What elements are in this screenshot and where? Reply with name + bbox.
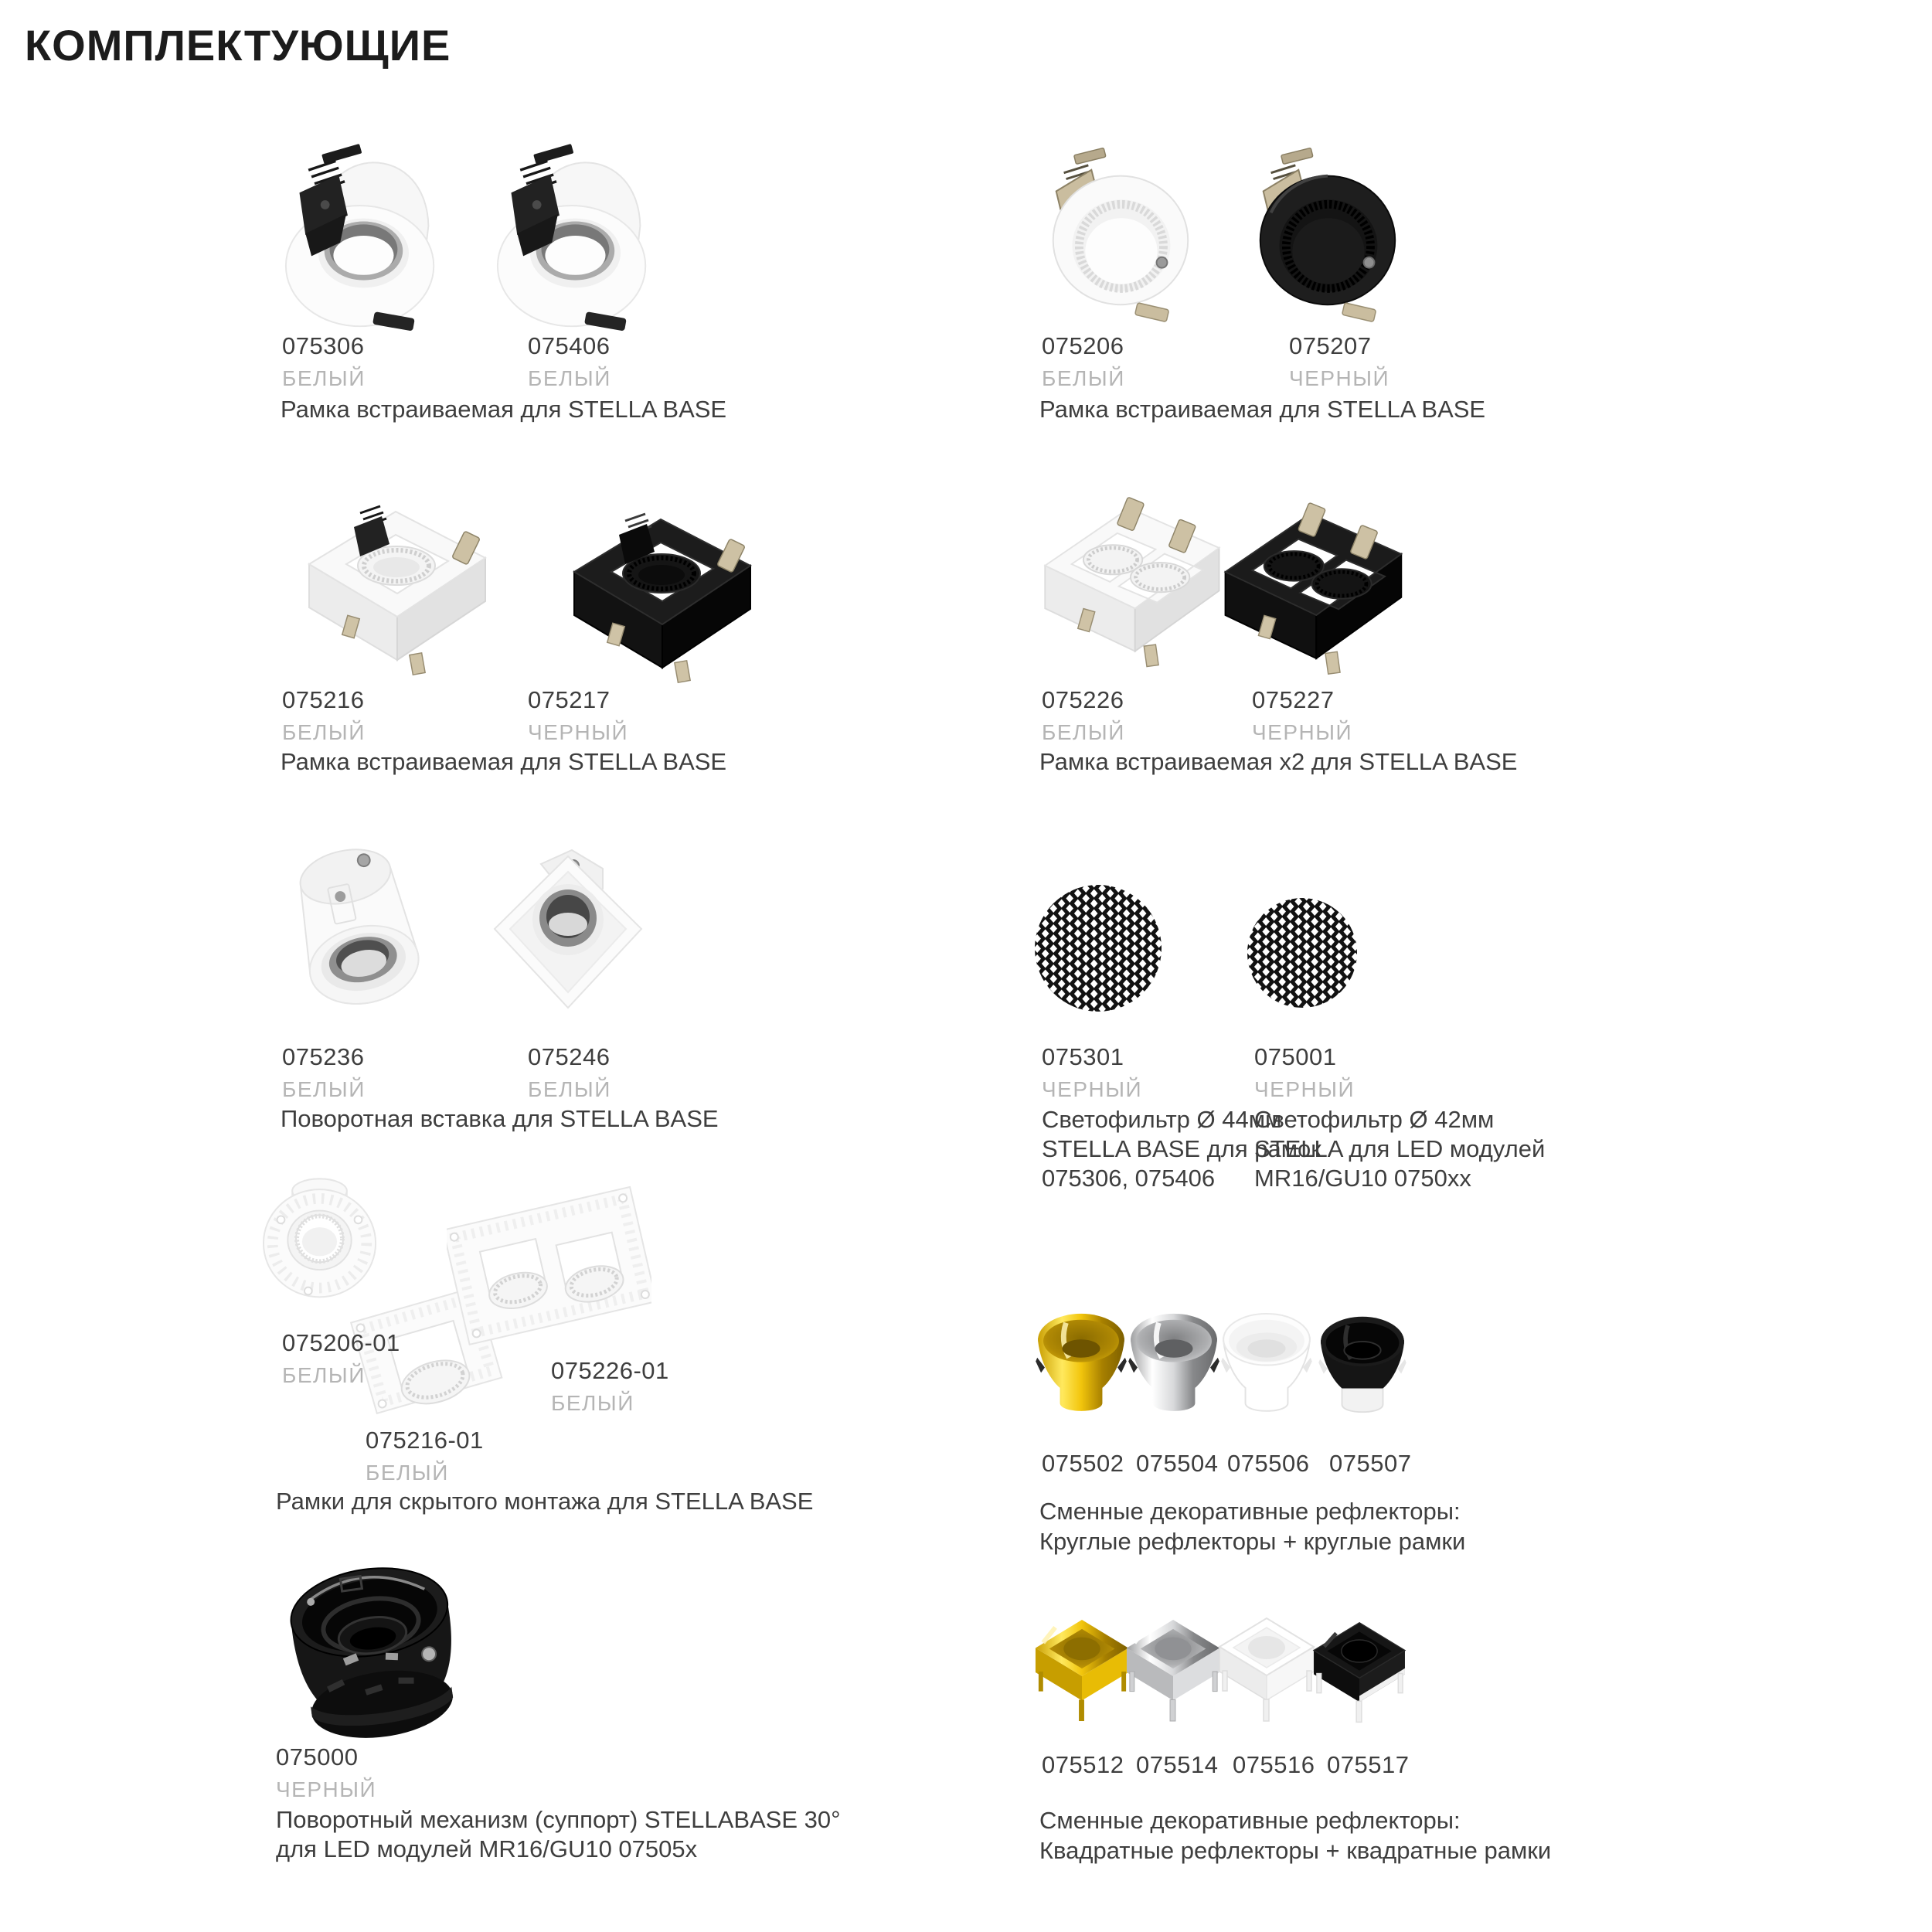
product-label bbox=[1042, 686, 1125, 745]
description-line: MR16/GU10 0750xx bbox=[1254, 1165, 1471, 1192]
caption-line: Сменные декоративные рефлекторы: bbox=[1039, 1807, 1461, 1834]
group-caption: Рамка встраиваемая для STELLA BASE bbox=[281, 748, 727, 775]
group-caption bbox=[1039, 1805, 1551, 1866]
product-image-075517 bbox=[1311, 1618, 1408, 1730]
product-image-075001 bbox=[1246, 896, 1359, 1009]
product-color: БЕЛЫЙ bbox=[282, 720, 366, 744]
product-image-075507 bbox=[1318, 1314, 1406, 1422]
product-color: ЧЕРНЫЙ bbox=[1252, 720, 1353, 744]
product-color: БЕЛЫЙ bbox=[366, 1461, 449, 1485]
group-caption: Рамки для скрытого монтажа для STELLA BASE bbox=[276, 1488, 814, 1515]
product-image-075406 bbox=[495, 141, 653, 333]
product-color: БЕЛЫЙ bbox=[1042, 366, 1125, 390]
caption-line: Квадратные рефлекторы + квадратные рамки bbox=[1039, 1837, 1552, 1864]
caption-line: Сменные декоративные рефлекторы: bbox=[1039, 1498, 1461, 1525]
product-code: 075207 bbox=[1289, 332, 1372, 359]
product-code: 075227 bbox=[1252, 686, 1335, 713]
group-caption: Рамка встраиваемая x2 для STELLA BASE bbox=[1039, 748, 1518, 775]
group-caption: Рамка встраиваемая для STELLA BASE bbox=[1039, 396, 1486, 423]
group-caption: Рамка встраиваемая для STELLA BASE bbox=[281, 396, 727, 423]
product-code: 075517 bbox=[1327, 1751, 1410, 1778]
description-line: 075306, 075406 bbox=[1042, 1165, 1216, 1192]
product-image-075502 bbox=[1036, 1311, 1127, 1423]
product-label bbox=[1042, 1043, 1142, 1102]
product-color: БЕЛЫЙ bbox=[282, 1077, 366, 1101]
product-image-075516 bbox=[1216, 1614, 1317, 1730]
product-code: 075406 bbox=[528, 332, 611, 359]
product-label bbox=[276, 1743, 376, 1802]
product-image-075226 bbox=[1036, 483, 1225, 693]
product-code: 075236 bbox=[282, 1043, 365, 1070]
product-code: 075512 bbox=[1042, 1751, 1124, 1778]
description-line: Светофильтр Ø 42мм bbox=[1254, 1106, 1495, 1133]
product-code: 075502 bbox=[1042, 1450, 1124, 1477]
product-code: 075516 bbox=[1233, 1751, 1315, 1778]
product-color: БЕЛЫЙ bbox=[528, 366, 611, 390]
product-code: 075001 bbox=[1254, 1043, 1337, 1070]
product-color: БЕЛЫЙ bbox=[1042, 720, 1125, 744]
product-label bbox=[1289, 332, 1389, 391]
product-image-075306 bbox=[283, 141, 441, 333]
product-code: 075306 bbox=[282, 332, 365, 359]
product-image-075216 bbox=[295, 487, 498, 682]
page-title: КОМПЛЕКТУЮЩИЕ bbox=[25, 21, 451, 70]
product-image-075227 bbox=[1215, 488, 1408, 701]
product-code: 075226-01 bbox=[551, 1357, 669, 1384]
product-label bbox=[528, 332, 611, 391]
product-code: 075301 bbox=[1042, 1043, 1124, 1070]
product-color: ЧЕРНЫЙ bbox=[1042, 1077, 1143, 1101]
product-color: БЕЛЫЙ bbox=[528, 1077, 611, 1101]
product-code: 075000 bbox=[276, 1743, 359, 1770]
product-code: 075216 bbox=[282, 686, 365, 713]
product-image-075226-01 bbox=[447, 1175, 651, 1349]
product-label bbox=[1252, 686, 1352, 745]
product-code: 075504 bbox=[1136, 1450, 1219, 1477]
product-color: БЕЛЫЙ bbox=[282, 366, 366, 390]
group-caption bbox=[1039, 1496, 1465, 1556]
product-image-075217 bbox=[560, 495, 763, 689]
product-image-075246 bbox=[487, 842, 649, 1020]
product-image-075504 bbox=[1128, 1311, 1219, 1423]
product-label bbox=[528, 1043, 611, 1102]
group-caption: Поворотная вставка для STELLA BASE bbox=[281, 1105, 719, 1132]
product-code: 075206-01 bbox=[282, 1329, 400, 1356]
description-line: для LED модулей MR16/GU10 07505x bbox=[276, 1835, 698, 1862]
product-label bbox=[282, 686, 366, 745]
product-image-075512 bbox=[1032, 1615, 1131, 1730]
product-label bbox=[528, 686, 628, 745]
product-code: 075206 bbox=[1042, 332, 1124, 359]
description-line: STELLA BASE для рамок bbox=[1042, 1135, 1321, 1162]
product-image-075506 bbox=[1221, 1311, 1312, 1423]
product-code: 075514 bbox=[1136, 1751, 1219, 1778]
product-description bbox=[1254, 1105, 1545, 1193]
caption-line: Круглые рефлекторы + круглые рамки bbox=[1039, 1528, 1466, 1555]
product-color: БЕЛЫЙ bbox=[551, 1391, 634, 1415]
product-code: 075226 bbox=[1042, 686, 1124, 713]
product-description bbox=[276, 1805, 841, 1864]
product-image-075514 bbox=[1124, 1615, 1223, 1730]
product-code: 075217 bbox=[528, 686, 611, 713]
product-image-075301 bbox=[1033, 883, 1163, 1013]
product-image-075236 bbox=[286, 836, 423, 1023]
product-image-075207 bbox=[1250, 147, 1399, 323]
description-line: Светофильтр Ø 44мм bbox=[1042, 1106, 1282, 1133]
product-code: 075507 bbox=[1329, 1450, 1412, 1477]
product-color: БЕЛЫЙ bbox=[282, 1363, 366, 1387]
product-label bbox=[1042, 332, 1125, 391]
product-color: ЧЕРНЫЙ bbox=[528, 720, 629, 744]
description-line: Поворотный механизм (суппорт) STELLABASE 30° bbox=[276, 1806, 841, 1833]
product-image-075000 bbox=[275, 1553, 474, 1745]
product-code: 075246 bbox=[528, 1043, 611, 1070]
product-code: 075506 bbox=[1227, 1450, 1310, 1477]
product-code: 075216-01 bbox=[366, 1427, 484, 1454]
product-label bbox=[282, 1329, 400, 1388]
product-label bbox=[282, 1043, 366, 1102]
product-color: ЧЕРНЫЙ bbox=[1254, 1077, 1355, 1101]
product-label bbox=[1254, 1043, 1355, 1102]
product-label bbox=[551, 1357, 669, 1416]
product-color: ЧЕРНЫЙ bbox=[1289, 366, 1390, 390]
product-label bbox=[282, 332, 366, 391]
description-line: STELLA для LED модулей bbox=[1254, 1135, 1546, 1162]
product-image-075206 bbox=[1043, 147, 1192, 323]
product-color: ЧЕРНЫЙ bbox=[276, 1777, 377, 1801]
product-label bbox=[366, 1427, 484, 1485]
